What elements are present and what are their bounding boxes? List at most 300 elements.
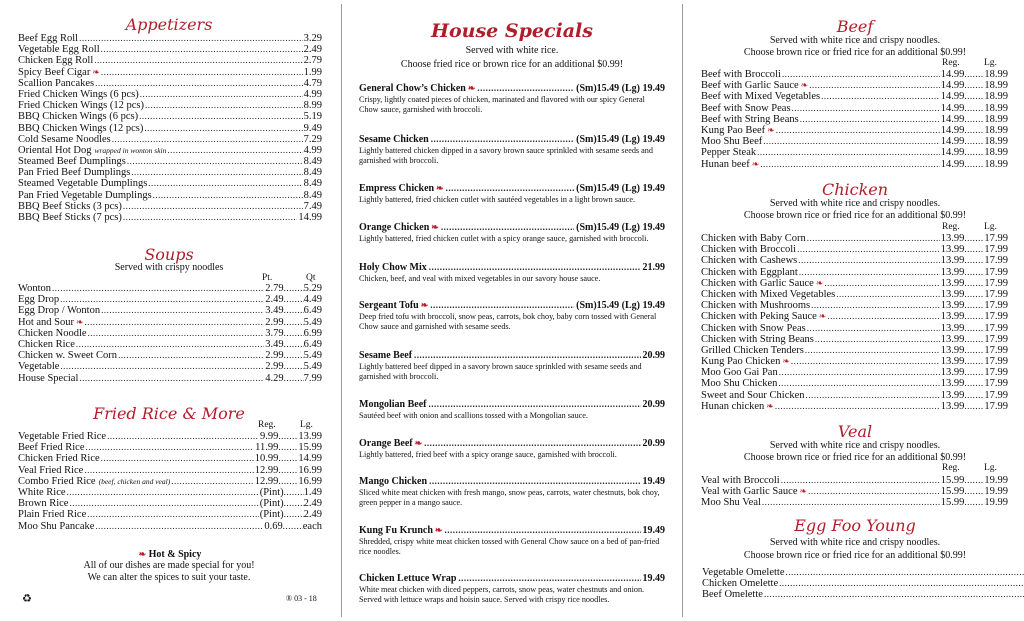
item-price: 4.99 [303,144,322,156]
dot-leader [964,367,984,378]
item-price-small: 4.29 [265,372,284,384]
item-name: Chicken w. Sweet Corn [18,350,118,362]
hot-pepper-icon: ❧ [799,486,808,497]
hot-pepper-icon: ❧ [467,83,476,93]
special-title-row [359,299,665,312]
dot-leader [284,317,304,328]
dot-leader [824,278,939,289]
soups-heading: Soups [144,245,194,264]
dot-leader [171,476,254,487]
dot-leader [827,311,939,322]
chicken-col-lg: Lg. [984,222,997,232]
dot-leader [424,437,640,449]
dot-leader [764,589,1024,600]
special-price: 21.99 [642,262,665,273]
dot-leader [800,114,940,125]
item-price-small: 13.99 [940,255,965,267]
item-price-small: 13.99 [940,300,965,312]
dot-leader [79,373,264,384]
item-price-large: 17.99 [984,356,1008,368]
special-title-row [359,524,665,537]
special-description: Lightly battered chicken dipped in a savory brown sauce sprinkled with sesame seeds and garnished with broccoli. [359,146,653,165]
egg-foo-young-row [702,589,1010,600]
item-price-large: 17.99 [984,311,1008,323]
item-price: 1.99 [303,66,322,78]
item-name: Oriental Hot Dog [18,144,92,156]
dot-leader [148,178,302,189]
soups-col-qt: Qt [306,273,316,283]
dot-leader [429,261,641,273]
item-price-small: 13.99 [940,367,965,379]
item-price: 8.49 [303,156,322,168]
menu-item [701,147,1008,158]
dot-leader [94,55,302,66]
house-special-item [359,398,665,421]
special-name: Sesame Chicken [359,134,429,145]
item-name: Chicken with Eggplant [701,266,798,278]
special-title-row [359,133,665,146]
dot-leader [107,431,259,442]
fried-rice-list [18,431,322,532]
item-price-large: 2.49 [303,509,322,521]
item-name: Sweet and Sour Chicken [701,389,805,401]
item-price-large: 18.99 [984,102,1008,114]
dot-leader [964,114,984,125]
item-price-small: 13.99 [940,378,965,390]
special-description: Crispy, lightly coated pieces of chicken, marinated and flavored with our spicy General Chow sauce, garnished with broccoli. [359,95,645,114]
dot-leader [964,125,984,136]
dot-leader [284,294,304,305]
dot-leader [477,82,574,94]
veal-subtitle1: Served with white rice and crispy noodles. [769,440,941,451]
dot-leader [284,361,304,372]
dot-leader [964,334,984,345]
menu-item [702,589,1024,600]
item-name: Beef with Snow Peas [701,102,791,114]
special-name: Orange Chicken [359,222,430,233]
dot-leader [964,345,984,356]
special-description: White meat chicken with diced peppers, carrots, snow peas, water chestnuts and onion. Served with lettuce wraps and hoisin sauce. Served with crispy rice noodles. [359,585,645,604]
house-special-item [359,221,665,244]
column-divider-2 [682,4,683,617]
dot-leader [781,475,940,486]
dot-leader [79,33,303,44]
dot-leader [775,401,940,412]
hot-pepper-icon: ❧ [436,183,444,193]
item-price-small: 13.99 [940,266,965,278]
item-price-large: 18.99 [984,69,1008,80]
item-name: Chicken with Cashews [701,255,798,267]
item-price: 8.49 [303,189,322,201]
item-name: Steamed Beef Dumplings [18,156,126,168]
fried-rice-heading: Fried Rice & More [93,404,245,423]
item-price-small: (Pint) [259,509,284,521]
appetizers-heading: Appetizers [125,15,213,34]
dot-leader [145,100,303,111]
dot-leader [127,156,303,167]
item-price-large: 17.99 [984,255,1008,267]
special-price: 20.99 [642,438,665,449]
item-name: Brown Rice [18,498,69,510]
menu-item [701,345,1008,356]
dot-leader [284,487,304,498]
item-price-small: 0.69 [264,520,283,532]
item-price-large: 2.49 [303,498,322,510]
dot-leader [964,147,984,158]
egg-foo-young-row [702,567,1010,578]
dot-leader [964,244,984,255]
item-price-large: 5.49 [303,350,322,362]
item-name: Vegetable Omelette [702,567,785,578]
dot-leader [153,190,303,201]
footer-code: ® 03 - 18 [286,594,317,603]
item-price-large: 4.49 [303,294,322,306]
item-name: Plain Fried Rice [18,509,87,521]
item-price-large: 16.99 [298,475,322,487]
menu-item [18,431,322,442]
dot-leader [95,521,263,532]
item-name: Pan Fried Vegetable Dumplings [18,189,152,201]
item-price-small: 12.99 [254,475,279,487]
item-name: Hunan chicken [701,400,765,412]
item-price-large: 16.99 [298,464,322,476]
menu-item [18,89,322,100]
menu-item [701,91,1008,102]
item-price-large: 18.99 [984,91,1008,103]
house-specials-heading: House Specials [431,20,593,42]
item-name: House Special [18,372,79,384]
item-name: Moo Shu Beef [701,136,763,148]
item-price-large: 19.99 [984,497,1008,509]
dot-leader [84,465,253,476]
item-price-small: 3.49 [265,305,284,317]
special-name: Sesame Beef [359,350,413,361]
beef-col-lg: Lg. [984,58,997,68]
menu-item [701,334,1008,345]
item-price-small: 2.99 [265,361,284,373]
item-name: Hot and Sour [18,316,74,328]
house-special-item [359,349,665,382]
hot-pepper-icon: ❧ [767,124,775,135]
menu-item [18,190,322,201]
beef-list [701,69,1008,170]
dot-leader [283,521,303,532]
item-price-small: 15.99 [940,497,965,509]
special-price: 19.49 [642,476,665,487]
item-price-large: 5.29 [303,283,322,294]
dot-leader [76,339,264,350]
menu-item [18,123,322,134]
hot-pepper-icon: ❧ [818,311,827,322]
item-name: Combo Fried Rice [18,475,96,487]
item-price-small: 14.99 [940,136,965,148]
item-price: 7.29 [303,133,322,145]
item-price-small: 14.99 [940,124,965,136]
item-price-large: 7.99 [303,372,322,384]
item-name: Moo Shu Veal [701,497,761,509]
egg-foo-young-list [702,567,1010,601]
menu-item [701,323,1008,334]
item-name: Chicken Rice [18,338,75,350]
house-special-item [359,475,665,508]
item-price-large: 17.99 [984,300,1008,312]
special-name: Kung Fu Krunch [359,525,433,536]
item-name: Veal Fried Rice [18,464,84,476]
egg-foo-young-row [702,578,1010,589]
recycle-icon: ♻ [22,593,32,605]
menu-item [18,145,322,156]
item-name: Steamed Vegetable Dumplings [18,178,148,190]
item-price-large: 5.49 [303,316,322,328]
special-description: Sliced white meat chicken with fresh mango, snow peas, carrots, water chestnuts, bok choy, green pepper in a mango sauce. [359,488,660,507]
item-price-large: 18.99 [984,136,1008,148]
item-price-large: 17.99 [984,367,1008,379]
dot-leader [101,67,303,78]
special-name: Mongolian Beef [359,399,427,410]
menu-item [701,289,1008,300]
dot-leader [799,267,940,278]
menu-item [701,356,1008,367]
soups-list [18,283,322,384]
item-name: BBQ Beef Sticks (7 pcs) [18,212,122,223]
chicken-list [701,233,1008,412]
item-name: Grilled Chicken Tenders [701,344,804,356]
special-description: Sautéed beef with onion and scallions tossed with a Mongolian sauce. [359,411,588,420]
item-name: BBQ Beef Sticks (3 pcs) [18,200,122,212]
item-price-large: 17.99 [984,277,1008,289]
dot-leader [964,289,984,300]
dot-leader [763,136,940,147]
dot-leader [791,356,940,367]
menu-item [18,55,322,66]
item-name: Chicken with Broccoli [701,244,797,256]
menu-item [701,136,1008,147]
item-price-large: 6.49 [303,338,322,350]
dot-leader [131,167,302,178]
dot-leader [441,221,574,233]
special-price: (Sm)15.49 (Lg) 19.49 [576,183,665,194]
menu-item [18,305,322,316]
menu-item [18,442,322,453]
veal-col-reg: Reg. [942,463,960,473]
item-name: Beef Omelette [702,589,763,601]
item-price-small: 13.99 [940,356,965,368]
dot-leader [964,136,984,147]
special-price: (Sm)15.49 (Lg) 19.49 [576,134,665,145]
menu-item [701,255,1008,266]
item-name: Cold Sesame Noodles [18,133,111,145]
menu-item [702,578,1024,589]
menu-item [701,267,1008,278]
dot-leader [278,476,298,487]
special-title-row [359,349,665,362]
house-specials-subtitle2: Choose fried rice or brown rice for an additional $0.99! [400,59,624,70]
dot-leader [101,305,264,316]
item-price-large: 5.49 [303,361,322,373]
menu-item [18,317,322,328]
right-column [686,0,1024,621]
special-title-row [359,572,665,585]
dot-leader [805,345,940,356]
item-price-small: 13.99 [940,244,965,256]
item-name: Beef with Mixed Vegetables [701,91,821,103]
dot-leader [964,278,984,289]
dot-leader [807,323,940,334]
item-price-small: 14.99 [940,80,965,92]
dot-leader [112,134,303,145]
special-name: Sergeant Tofu [359,300,419,311]
item-price-large: 17.99 [984,322,1008,334]
menu-item [18,167,322,178]
dot-leader [430,299,574,311]
dot-leader [123,201,303,212]
hot-pepper-icon: ❧ [800,80,809,91]
menu-item [18,373,322,384]
dot-leader [807,233,940,244]
item-name: Hunan beef [701,158,750,170]
menu-item [701,114,1008,125]
dot-leader [278,431,298,442]
hot-pepper-icon: ❧ [414,438,423,448]
menu-item [701,486,1008,497]
item-price-small: 13.99 [940,333,965,345]
special-title-row [359,261,665,274]
item-price-large: each [302,520,322,532]
house-special-item [359,182,665,205]
item-name: BBQ Chicken Wings (12 pcs) [18,122,144,134]
item-name: Chicken with Peking Sauce [701,311,817,323]
menu-item [701,278,1008,289]
dot-leader [776,125,940,136]
house-special-item [359,437,665,460]
item-price: 2.79 [303,55,322,67]
dot-leader [284,283,304,294]
special-title-row [359,475,665,488]
menu-item [701,367,1008,378]
item-price-large: 17.99 [984,333,1008,345]
item-name: Spicy Beef Cigar [18,66,91,78]
fried-rice-col-lg: Lg. [300,420,313,430]
menu-item [18,487,322,498]
dot-leader [762,497,940,508]
item-name: Fried Chicken Wings (12 pcs) [18,100,144,112]
dot-leader [101,453,254,464]
item-name: Fried Chicken Wings (6 pcs) [18,88,139,100]
menu-item [701,475,1008,486]
special-description: Shredded, crispy white meat chicken tossed with General Chow sauce on a bed of pan-fried rice noodles. [359,537,660,556]
dot-leader [964,486,984,497]
egg-foo-young-subtitle1: Served with white rice and crispy noodles. [769,537,941,548]
menu-item [701,244,1008,255]
special-price: 19.49 [642,525,665,536]
item-price-large: 18.99 [984,158,1008,170]
item-price-small: 2.99 [265,316,284,328]
menu-item [701,103,1008,114]
dot-leader [123,212,298,223]
dot-leader [60,294,264,305]
item-price: 8.49 [303,167,322,179]
item-price: 5.19 [303,111,322,123]
hot-pepper-icon: ❧ [420,300,429,310]
item-price-small: 13.99 [940,288,965,300]
item-name: Moo Goo Gai Pan [701,367,778,379]
item-name: Chicken Noodle [18,327,87,339]
menu-item [18,201,322,212]
house-special-item [359,133,665,166]
dot-leader [85,442,254,453]
beef-subtitle2: Choose brown rice or fried rice for an additional $0.99! [743,47,967,58]
veal-col-lg: Lg. [984,463,997,473]
beef-col-reg: Reg. [942,58,960,68]
hot-pepper-icon: ❧ [92,66,100,77]
item-price-large: 18.99 [984,147,1008,159]
menu-item [701,69,1008,80]
item-name: Vegetable Fried Rice [18,431,107,442]
item-price-large: 17.99 [984,244,1008,256]
item-price: 8.49 [303,178,322,190]
dot-leader [778,378,939,389]
menu-item [701,390,1008,401]
menu-item [18,33,322,44]
menu-item [18,178,322,189]
item-price-small: 15.99 [940,475,965,486]
item-price-small: 14.99 [940,113,965,125]
house-specials-subtitle1: Served with white rice. [465,45,559,56]
appetizers-list [18,33,322,223]
dot-leader [101,44,303,55]
item-price-small: (Pint) [259,486,284,498]
hot-pepper-icon: ❧ [782,356,790,367]
dot-leader [964,233,984,244]
item-price-small: 15.99 [940,486,965,498]
item-price-large: 17.99 [984,400,1008,412]
special-name: Orange Beef [359,438,413,449]
item-price-large: 17.99 [984,389,1008,401]
item-price: 8.99 [303,100,322,112]
dot-leader [964,69,984,80]
item-price: 14.99 [298,212,322,223]
dot-leader [284,350,304,361]
special-description: Lightly battered, fried chicken cutlet with a spicy orange sauce, garnished with broccoli. [359,234,649,243]
item-price-large: 15.99 [298,442,322,454]
item-name: BBQ Chicken Wings (6 pcs) [18,111,139,123]
menu-item [702,567,1024,578]
dot-leader [118,350,264,361]
menu-item [18,476,322,487]
menu-item [18,44,322,55]
item-price-small: 9.99 [260,431,279,442]
dot-leader [797,244,940,255]
dot-leader [798,255,940,266]
veal-list [701,475,1008,509]
item-price-small: 11.99 [255,442,279,454]
special-title-row [359,221,665,234]
dot-leader [782,69,940,80]
item-name: Chicken with Baby Corn [701,233,806,244]
item-name: Kung Pao Chicken [701,356,781,368]
soups-col-pt: Pt. [262,273,273,283]
item-name: Egg Drop / Wonton [18,305,101,317]
item-price-large: 17.99 [984,288,1008,300]
menu-item [18,212,322,223]
dot-leader [139,111,303,122]
dot-leader [52,283,264,294]
dot-leader [786,567,1024,578]
item-name: Vegetable [18,361,60,373]
veal-subtitle2: Choose brown rice or fried rice for an additional $0.99! [743,452,967,463]
item-price-small: 13.99 [940,322,965,334]
item-name: Scallion Pancakes [18,77,95,89]
